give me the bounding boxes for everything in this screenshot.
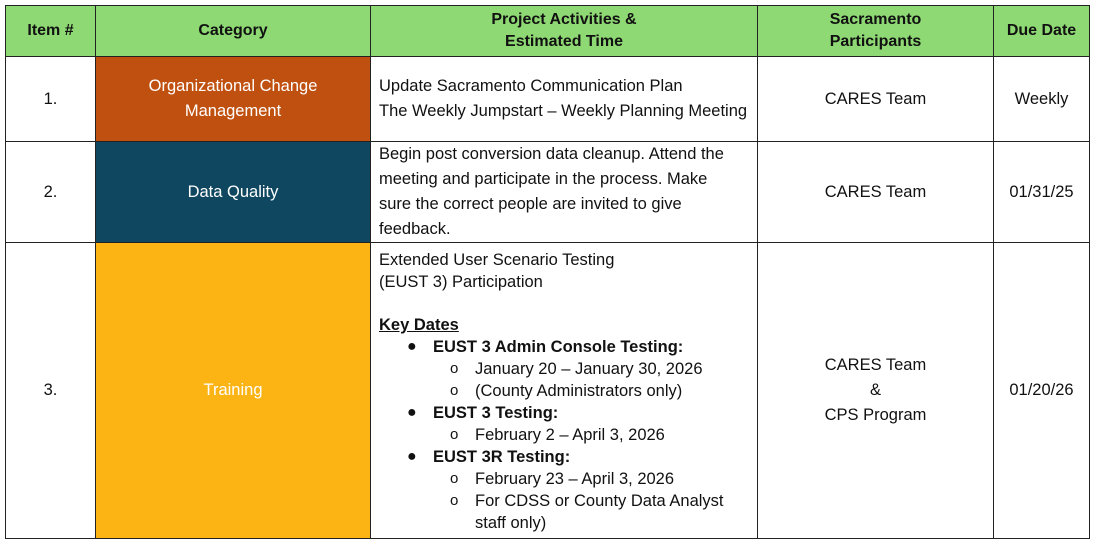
- row-number: 2.: [6, 142, 96, 243]
- key-date-detail: February 2 – April 3, 2026: [475, 426, 665, 444]
- participants-line: CPS Program: [824, 406, 927, 424]
- header-project-activities: [371, 6, 758, 57]
- bullet-icon: ●: [407, 448, 417, 465]
- project-activities-table: [5, 5, 1090, 539]
- due-date-cell: Weekly: [994, 57, 1090, 142]
- header-item-number: Item #: [6, 6, 96, 57]
- key-date-sublist: [433, 468, 749, 534]
- list-item: [450, 468, 749, 490]
- category-label-line1: Organizational Change: [148, 77, 318, 95]
- activity-line: feedback.: [379, 220, 451, 238]
- table-row: [6, 142, 1090, 243]
- key-dates-list: [379, 336, 749, 534]
- key-date-detail: (County Administrators only): [475, 382, 683, 400]
- circle-bullet-icon: o: [450, 426, 459, 443]
- header-participants-line1: Sacramento: [829, 11, 922, 28]
- row-number: 3.: [6, 243, 96, 539]
- key-dates-heading: Key Dates: [379, 316, 459, 334]
- category-cell-organizational-change: [96, 57, 371, 142]
- circle-bullet-icon: o: [450, 382, 459, 399]
- participants-line: CARES Team: [824, 356, 927, 374]
- key-date-sublist: [433, 424, 749, 446]
- bullet-icon: ●: [407, 404, 417, 421]
- category-cell-training: Training: [96, 243, 371, 539]
- list-item: [407, 402, 749, 446]
- activity-cell: [371, 243, 758, 539]
- participants-cell: CARES Team: [758, 142, 994, 243]
- header-activities-line2: Estimated Time: [505, 33, 623, 50]
- activity-line: meeting and participate in the process. Make: [379, 170, 708, 188]
- header-participants-line2: Participants: [829, 33, 922, 50]
- category-label-line2: Management: [184, 102, 282, 120]
- participants-cell: CARES Team: [758, 57, 994, 142]
- category-cell-data-quality: Data Quality: [96, 142, 371, 243]
- key-date-title: EUST 3 Testing:: [433, 404, 559, 422]
- activity-line: sure the correct people are invited to give: [379, 195, 682, 213]
- circle-bullet-icon: o: [450, 492, 459, 509]
- participants-cell: [758, 243, 994, 539]
- list-item: [450, 424, 749, 446]
- activity-cell: [371, 142, 758, 243]
- list-item: [407, 446, 749, 534]
- activity-line: The Weekly Jumpstart – Weekly Planning Meeting: [379, 102, 748, 120]
- participants-ampersand: &: [869, 381, 881, 399]
- key-date-title: EUST 3R Testing:: [433, 448, 571, 466]
- list-item: [450, 490, 749, 534]
- key-date-detail: January 20 – January 30, 2026: [475, 360, 703, 378]
- activity-line: Extended User Scenario Testing: [379, 251, 615, 269]
- header-activities-line1: Project Activities &: [491, 11, 637, 28]
- activity-cell: [371, 57, 758, 142]
- header-due-date: Due Date: [994, 6, 1090, 57]
- key-date-sublist: [433, 358, 749, 402]
- key-date-title: EUST 3 Admin Console Testing:: [433, 338, 684, 356]
- due-date-cell: 01/31/25: [994, 142, 1090, 243]
- list-item: [450, 358, 749, 380]
- key-date-detail: February 23 – April 3, 2026: [475, 470, 675, 488]
- circle-bullet-icon: o: [450, 360, 459, 377]
- due-date-cell: 01/20/26: [994, 243, 1090, 539]
- header-participants: [758, 6, 994, 57]
- activity-line: Update Sacramento Communication Plan: [379, 77, 683, 95]
- row-number: 1.: [6, 57, 96, 142]
- header-row: [6, 6, 1090, 57]
- key-date-detail: For CDSS or County Data Analyst staff only): [475, 492, 724, 532]
- list-item: [407, 336, 749, 402]
- circle-bullet-icon: o: [450, 470, 459, 487]
- list-item: [450, 380, 749, 402]
- bullet-icon: ●: [407, 338, 417, 355]
- header-category: Category: [96, 6, 371, 57]
- activity-line: (EUST 3) Participation: [379, 273, 543, 291]
- table-row: [6, 57, 1090, 142]
- activity-line: Begin post conversion data cleanup. Attend the: [379, 145, 724, 163]
- table-row: [6, 243, 1090, 539]
